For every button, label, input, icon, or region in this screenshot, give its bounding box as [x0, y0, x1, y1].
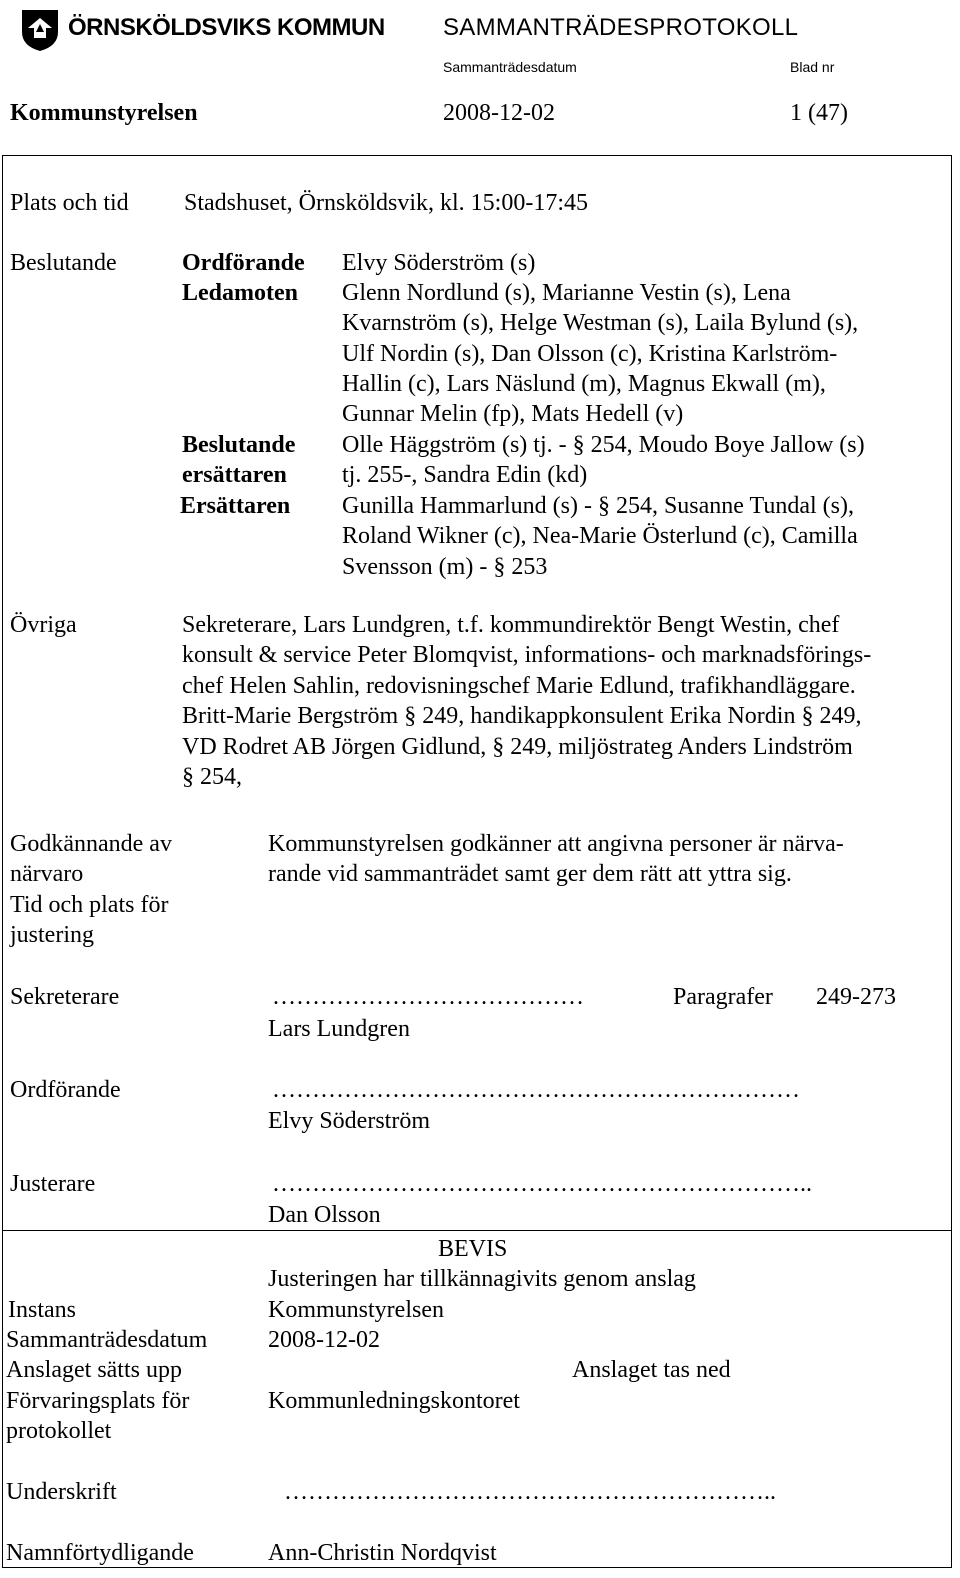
paragraphs-label: Paragrafer — [673, 984, 773, 1010]
page-number: 1 (47) — [790, 100, 848, 126]
certificate-statement: Justeringen har tillkännagivits genom anslag — [268, 1266, 696, 1292]
deputies-line: tj. 255-, Sandra Edin (kd) — [342, 462, 588, 488]
approval-text: rande vid sammanträdet samt ger dem rätt att yttra sig. — [268, 861, 792, 887]
ovriga-line: Sekreterare, Lars Lundgren, t.f. kommundirektör Bengt Westin, chef — [182, 612, 840, 638]
ovriga-label: Övriga — [10, 612, 77, 638]
certificate-date: 2008-12-02 — [268, 1327, 380, 1353]
substitutes-role: Ersättaren — [180, 493, 291, 519]
adjuster-label: Justerare — [10, 1171, 96, 1197]
ovriga-line: Britt-Marie Bergström § 249, handikappkonsulent Erika Nordin § 249, — [182, 703, 862, 729]
storage-value: Kommunledningskontoret — [268, 1388, 520, 1414]
ovriga-line: § 254, — [182, 764, 242, 790]
municipality-crest-icon — [20, 8, 60, 52]
meeting-date: 2008-12-02 — [443, 100, 555, 126]
deputies-role: ersättaren — [182, 462, 287, 488]
posted-label: Anslaget sätts upp — [6, 1357, 182, 1383]
members-line: Gunnar Melin (fp), Mats Hedell (v) — [342, 401, 684, 427]
approval-label: Tid och plats för — [10, 892, 169, 918]
ovriga-line: VD Rodret AB Jörgen Gidlund, § 249, miljöstrateg Anders Lindström — [182, 734, 853, 760]
secretary-label: Sekreterare — [10, 984, 120, 1010]
approval-text: Kommunstyrelsen godkänner att angivna personer är närva- — [268, 831, 844, 857]
approval-label: Godkännande av — [10, 831, 172, 857]
substitutes-line: Gunilla Hammarlund (s) - § 254, Susanne Tundal (s), — [342, 493, 854, 519]
secretary-signature-line: ………………………………… — [272, 984, 584, 1010]
adjuster-signature-line: ………………………………………………………….. — [272, 1171, 812, 1197]
body-name: Kommunstyrelsen — [10, 100, 198, 126]
date-label: Sammanträdesdatum — [443, 59, 577, 75]
deputies-line: Olle Häggström (s) tj. - § 254, Moudo Boye Jallow (s) — [342, 432, 865, 458]
adjuster-name: Dan Olsson — [268, 1202, 381, 1228]
secretary-name: Lars Lundgren — [268, 1016, 410, 1042]
page-label: Blad nr — [790, 59, 835, 75]
chair-label: Ordförande — [10, 1077, 121, 1103]
signature-label: Underskrift — [6, 1479, 117, 1505]
chair-signature-line: ………………………………………………………… — [272, 1077, 800, 1103]
approval-label: justering — [10, 922, 94, 948]
substitutes-line: Svensson (m) - § 253 — [342, 554, 548, 580]
chair-name-signature: Elvy Söderström — [268, 1108, 430, 1134]
name-clarification-label: Namnförtydligande — [6, 1540, 194, 1566]
certificate-title: BEVIS — [438, 1236, 508, 1262]
ovriga-line: chef Helen Sahlin, redovisningschef Marie Edlund, trafikhandläggare. — [182, 673, 856, 699]
chair-name: Elvy Söderström (s) — [342, 250, 536, 276]
substitutes-line: Roland Wikner (c), Nea-Marie Österlund (c), Camilla — [342, 523, 858, 549]
members-line: Ulf Nordin (s), Dan Olsson (c), Kristina Karlström- — [342, 341, 838, 367]
chair-role: Ordförande — [182, 250, 305, 276]
instans-value: Kommunstyrelsen — [268, 1297, 444, 1323]
storage-label: protokollet — [6, 1418, 112, 1444]
municipality-name: ÖRNSKÖLDSVIKS KOMMUN — [68, 14, 385, 41]
instans-label: Instans — [8, 1297, 76, 1323]
place-label: Plats och tid — [10, 190, 129, 216]
removed-label: Anslaget tas ned — [572, 1357, 731, 1383]
members-role: Ledamoten — [182, 280, 298, 306]
beslutande-label: Beslutande — [10, 250, 117, 276]
document-type: SAMMANTRÄDESPROTOKOLL — [443, 14, 799, 41]
approval-label: närvaro — [10, 861, 84, 887]
members-line: Hallin (c), Lars Näslund (m), Magnus Ekwall (m), — [342, 371, 826, 397]
deputies-role: Beslutande — [182, 432, 296, 458]
name-clarification: Ann-Christin Nordqvist — [268, 1540, 497, 1566]
members-line: Kvarnström (s), Helge Westman (s), Laila Bylund (s), — [342, 310, 859, 336]
storage-label: Förvaringsplats för — [6, 1388, 190, 1414]
members-line: Glenn Nordlund (s), Marianne Vestin (s), Lena — [342, 280, 791, 306]
certificate-signature-line: …………………………………………………….. — [284, 1479, 776, 1505]
ovriga-line: konsult & service Peter Blomqvist, informations- och marknadsförings- — [182, 642, 872, 668]
certificate-date-label: Sammanträdesdatum — [6, 1327, 208, 1353]
place-value: Stadshuset, Örnsköldsvik, kl. 15:00-17:45 — [184, 190, 589, 216]
paragraphs-range: 249-273 — [816, 984, 896, 1010]
